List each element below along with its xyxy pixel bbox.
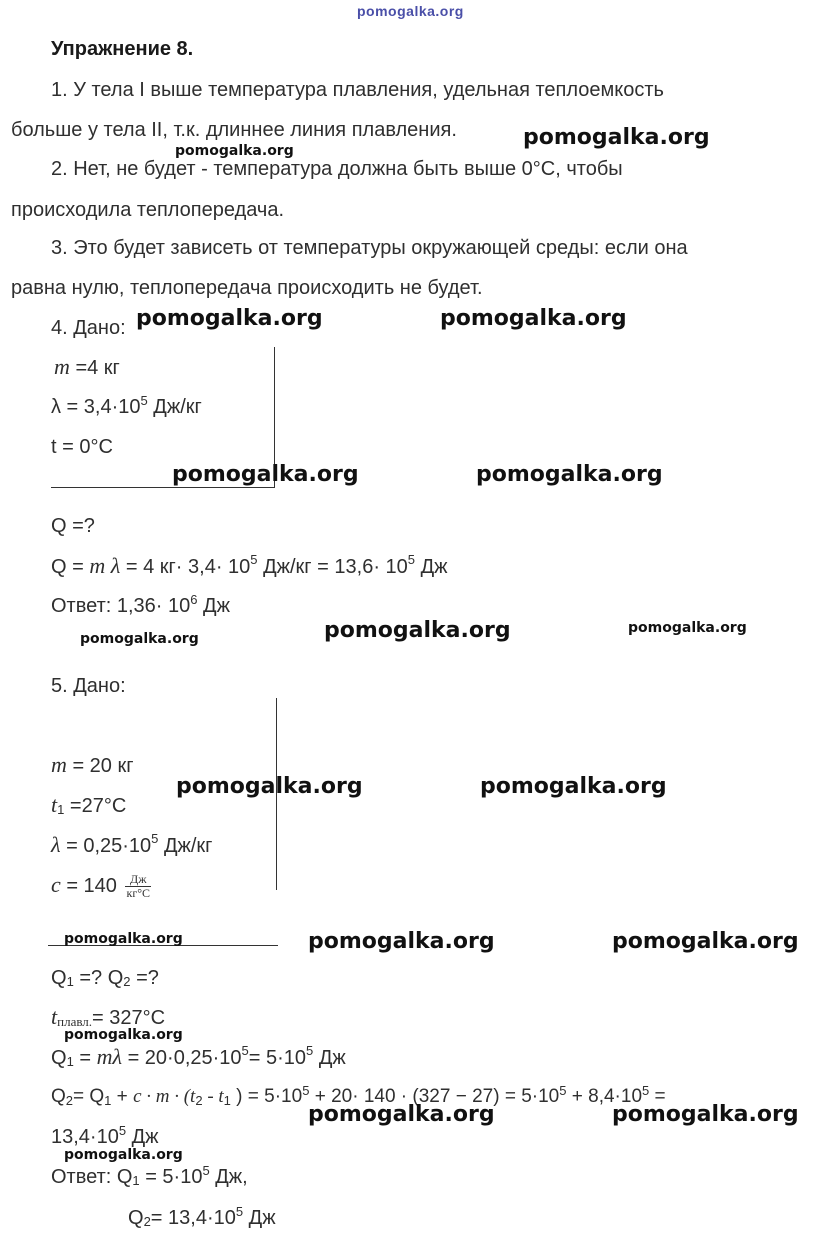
task5-melting-temp: $t_{плавл.}= 327^\circ C$ — [51, 1004, 166, 1029]
paragraph-3-line-2: равна нулю, теплопередача происходить не будет. — [11, 277, 483, 299]
watermark: pomogalka.org — [612, 929, 799, 954]
task5-answer-q1: Ответ: $Q_1 = 5\cdot 10^5$ Дж, — [51, 1163, 248, 1188]
watermark: pomogalka.org — [476, 462, 663, 487]
task5-given-heat-capacity: c = 140 $\frac{Дж}{кг^\circ С}$ — [51, 872, 151, 901]
watermark-top: pomogalka.org — [357, 3, 464, 19]
task5-given-lambda: $\lambda = 0,25\cdot 10^5$ Дж/кг — [51, 831, 213, 857]
watermark: pomogalka.org — [324, 618, 511, 643]
task4-answer: Ответ: $1,36\cdot 10^6$ Дж — [51, 592, 230, 617]
task4-given-temperature: t = 0°C — [51, 436, 113, 458]
watermark: pomogalka.org — [176, 774, 363, 799]
task5-given-t1: $t_1 =27^\circ C$ — [51, 792, 127, 817]
paragraph-2-line-2: происходила теплопередача. — [11, 199, 285, 221]
page-title: Упражнение 8. — [51, 38, 194, 60]
watermark: pomogalka.org — [64, 1147, 183, 1163]
watermark: pomogalka.org — [80, 631, 199, 647]
watermark: pomogalka.org — [308, 1102, 495, 1127]
task4-label: 4. Дано: — [51, 317, 126, 339]
task4-given-mass: m =4 кг — [54, 354, 120, 379]
task4-find-divider — [51, 487, 275, 488]
task4-formula: Q = m λ = 4 $кг\cdot 3,4\cdot 10^5$ $Дж/кг = 13,6\cdot 10^5$ Дж — [51, 552, 448, 578]
watermark: pomogalka.org — [480, 774, 667, 799]
watermark: pomogalka.org — [308, 929, 495, 954]
task5-find: $Q_1$ =? $Q_2$ =? — [51, 967, 159, 989]
task5-given-mass: m = 20 кг — [51, 752, 134, 777]
heat-capacity-unit: $\frac{Дж}{кг^\circ С}$ — [126, 872, 151, 901]
paragraph-1-line-2: больше у тела II, т.к. длиннее линия плавления. — [11, 119, 457, 141]
watermark: pomogalka.org — [175, 143, 294, 159]
task5-q2-result: $13,4\cdot 10^5$ Дж — [51, 1123, 159, 1148]
task5-label: 5. Дано: — [51, 675, 126, 697]
task5-answer-q2: $Q_2= 13,4\cdot 10^5$ Дж — [128, 1204, 276, 1229]
watermark: pomogalka.org — [628, 620, 747, 636]
task5-q2-formula: $Q_2= Q_1 + c \cdot m \cdot (t_2 - t_1$ ) = $5\cdot 10^5 + 20\cdot 140 \cdot (327 - 27) = 5\cdot 10^5 + 8,4\cdot 10^5$ = — [51, 1083, 666, 1108]
watermark: pomogalka.org — [136, 306, 323, 331]
watermark: pomogalka.org — [172, 462, 359, 487]
paragraph-2-line-1: 2. Нет, не будет - температура должна быть выше 0°С, чтобы — [51, 158, 623, 180]
watermark: pomogalka.org — [64, 931, 183, 947]
task4-given-lambda: $\lambda = 3,4\cdot 10^5$ Дж/кг — [51, 393, 202, 418]
watermark: pomogalka.org — [440, 306, 627, 331]
watermark: pomogalka.org — [64, 1027, 183, 1043]
task5-q1-formula: $Q_1 = m\lambda = 20\cdot 0,25\cdot 10^5= 5\cdot 10^5$ Дж — [51, 1043, 346, 1069]
watermark: pomogalka.org — [523, 125, 710, 150]
task4-find: Q =? — [51, 515, 95, 537]
watermark: pomogalka.org — [612, 1102, 799, 1127]
paragraph-1-line-1: 1. У тела I выше температура плавления, удельная теплоемкость — [51, 79, 664, 101]
paragraph-3-line-1: 3. Это будет зависеть от температуры окружающей среды: если она — [51, 237, 688, 259]
